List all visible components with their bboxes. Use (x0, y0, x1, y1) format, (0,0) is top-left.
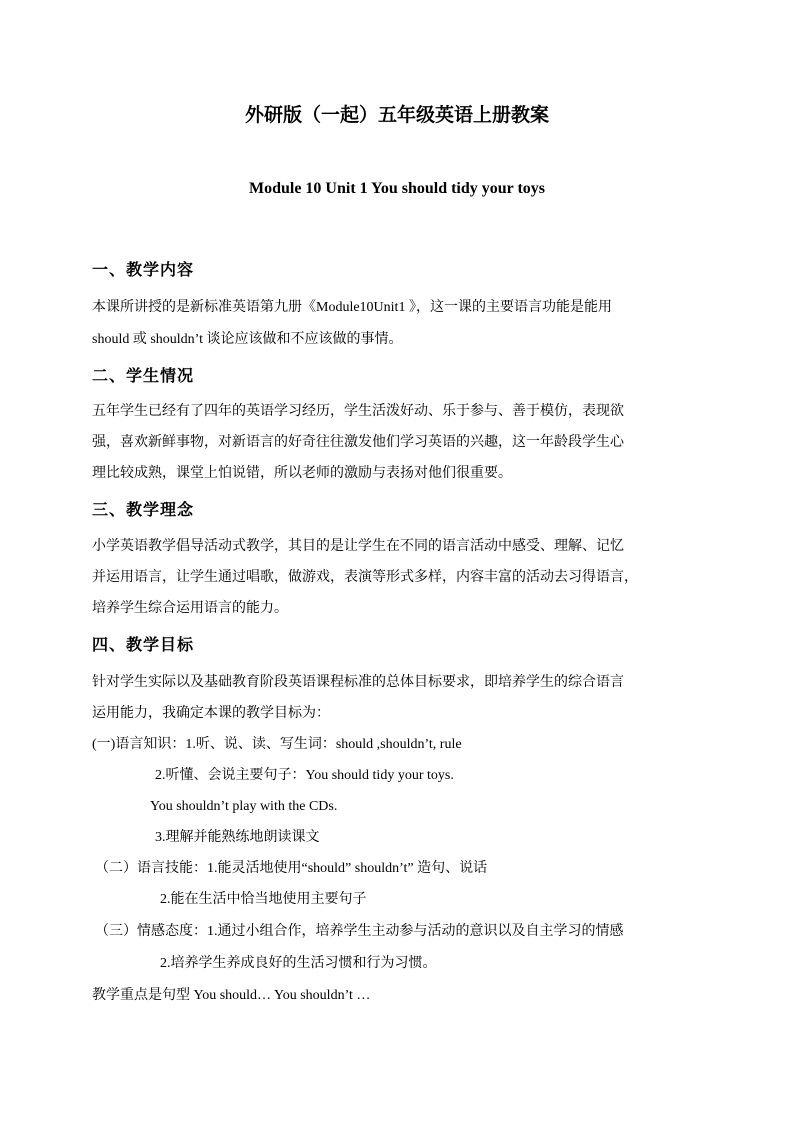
objective-line: 2.听懂、会说主要句子：You should tidy your toys. (155, 768, 454, 783)
key-point-line: 教学重点是句型 You should… You shouldn’t … (92, 988, 371, 1003)
paragraph-line: should 或 shouldn’t 谈论应该做和不应该做的事情。 (92, 332, 403, 347)
section-heading-content: 一、教学内容 (92, 262, 195, 279)
paragraph-line: 针对学生实际以及基础教育阶段英语课程标准的总体目标要求，即培养学生的综合语言 (92, 675, 624, 690)
paragraph-line: 培养学生综合运用语言的能力。 (92, 601, 288, 616)
objective-line: You shouldn’t play with the CDs. (150, 799, 338, 814)
paragraph-line: 强，喜欢新鲜事物，对新语言的好奇往往激发他们学习英语的兴趣，这一年龄段学生心 (92, 435, 624, 450)
objective-line: （三）情感态度：1.通过小组合作，培养学生主动参与活动的意识以及自主学习的情感 (95, 924, 624, 939)
objective-line: （二）语言技能：1.能灵活地使用“should” shouldn’t” 造句、说话 (95, 861, 488, 876)
objective-line: 3.理解并能熟练地朗读课文 (155, 830, 320, 845)
paragraph-line: 并运用语言，让学生通过唱歌，做游戏，表演等形式多样，内容丰富的活动去习得语言， (92, 570, 638, 585)
objective-line: 2.培养学生养成良好的生活习惯和行为习惯。 (160, 956, 437, 971)
paragraph-line: 五年学生已经有了四年的英语学习经历，学生活泼好动、乐于参与、善于模仿，表现欲 (92, 404, 624, 419)
document-title: 外研版（一起）五年级英语上册教案 (244, 105, 549, 126)
paragraph-line: 运用能力，我确定本课的教学目标为： (92, 706, 330, 721)
section-heading-objectives: 四、教学目标 (92, 637, 195, 654)
objective-line: (一)语言知识：1.听、说、读、写生词：should ,shouldn’t, rule (92, 737, 462, 752)
section-heading-philosophy: 三、教学理念 (92, 502, 195, 519)
objective-line: 2.能在生活中恰当地使用主要句子 (160, 892, 367, 907)
paragraph-line: 本课所讲授的是新标准英语第九册《Module10Unit1 》，这一课的主要语言功能是能用 (92, 300, 612, 315)
paragraph-line: 小学英语教学倡导活动式教学，其目的是让学生在不同的语言活动中感受、理解、记忆 (92, 539, 624, 554)
paragraph-line: 理比较成熟，课堂上怕说错，所以老师的激励与表扬对他们很重要。 (92, 466, 512, 481)
lesson-subtitle: Module 10 Unit 1 You should tidy your toys (248, 180, 546, 197)
section-heading-students: 二、学生情况 (92, 368, 195, 385)
